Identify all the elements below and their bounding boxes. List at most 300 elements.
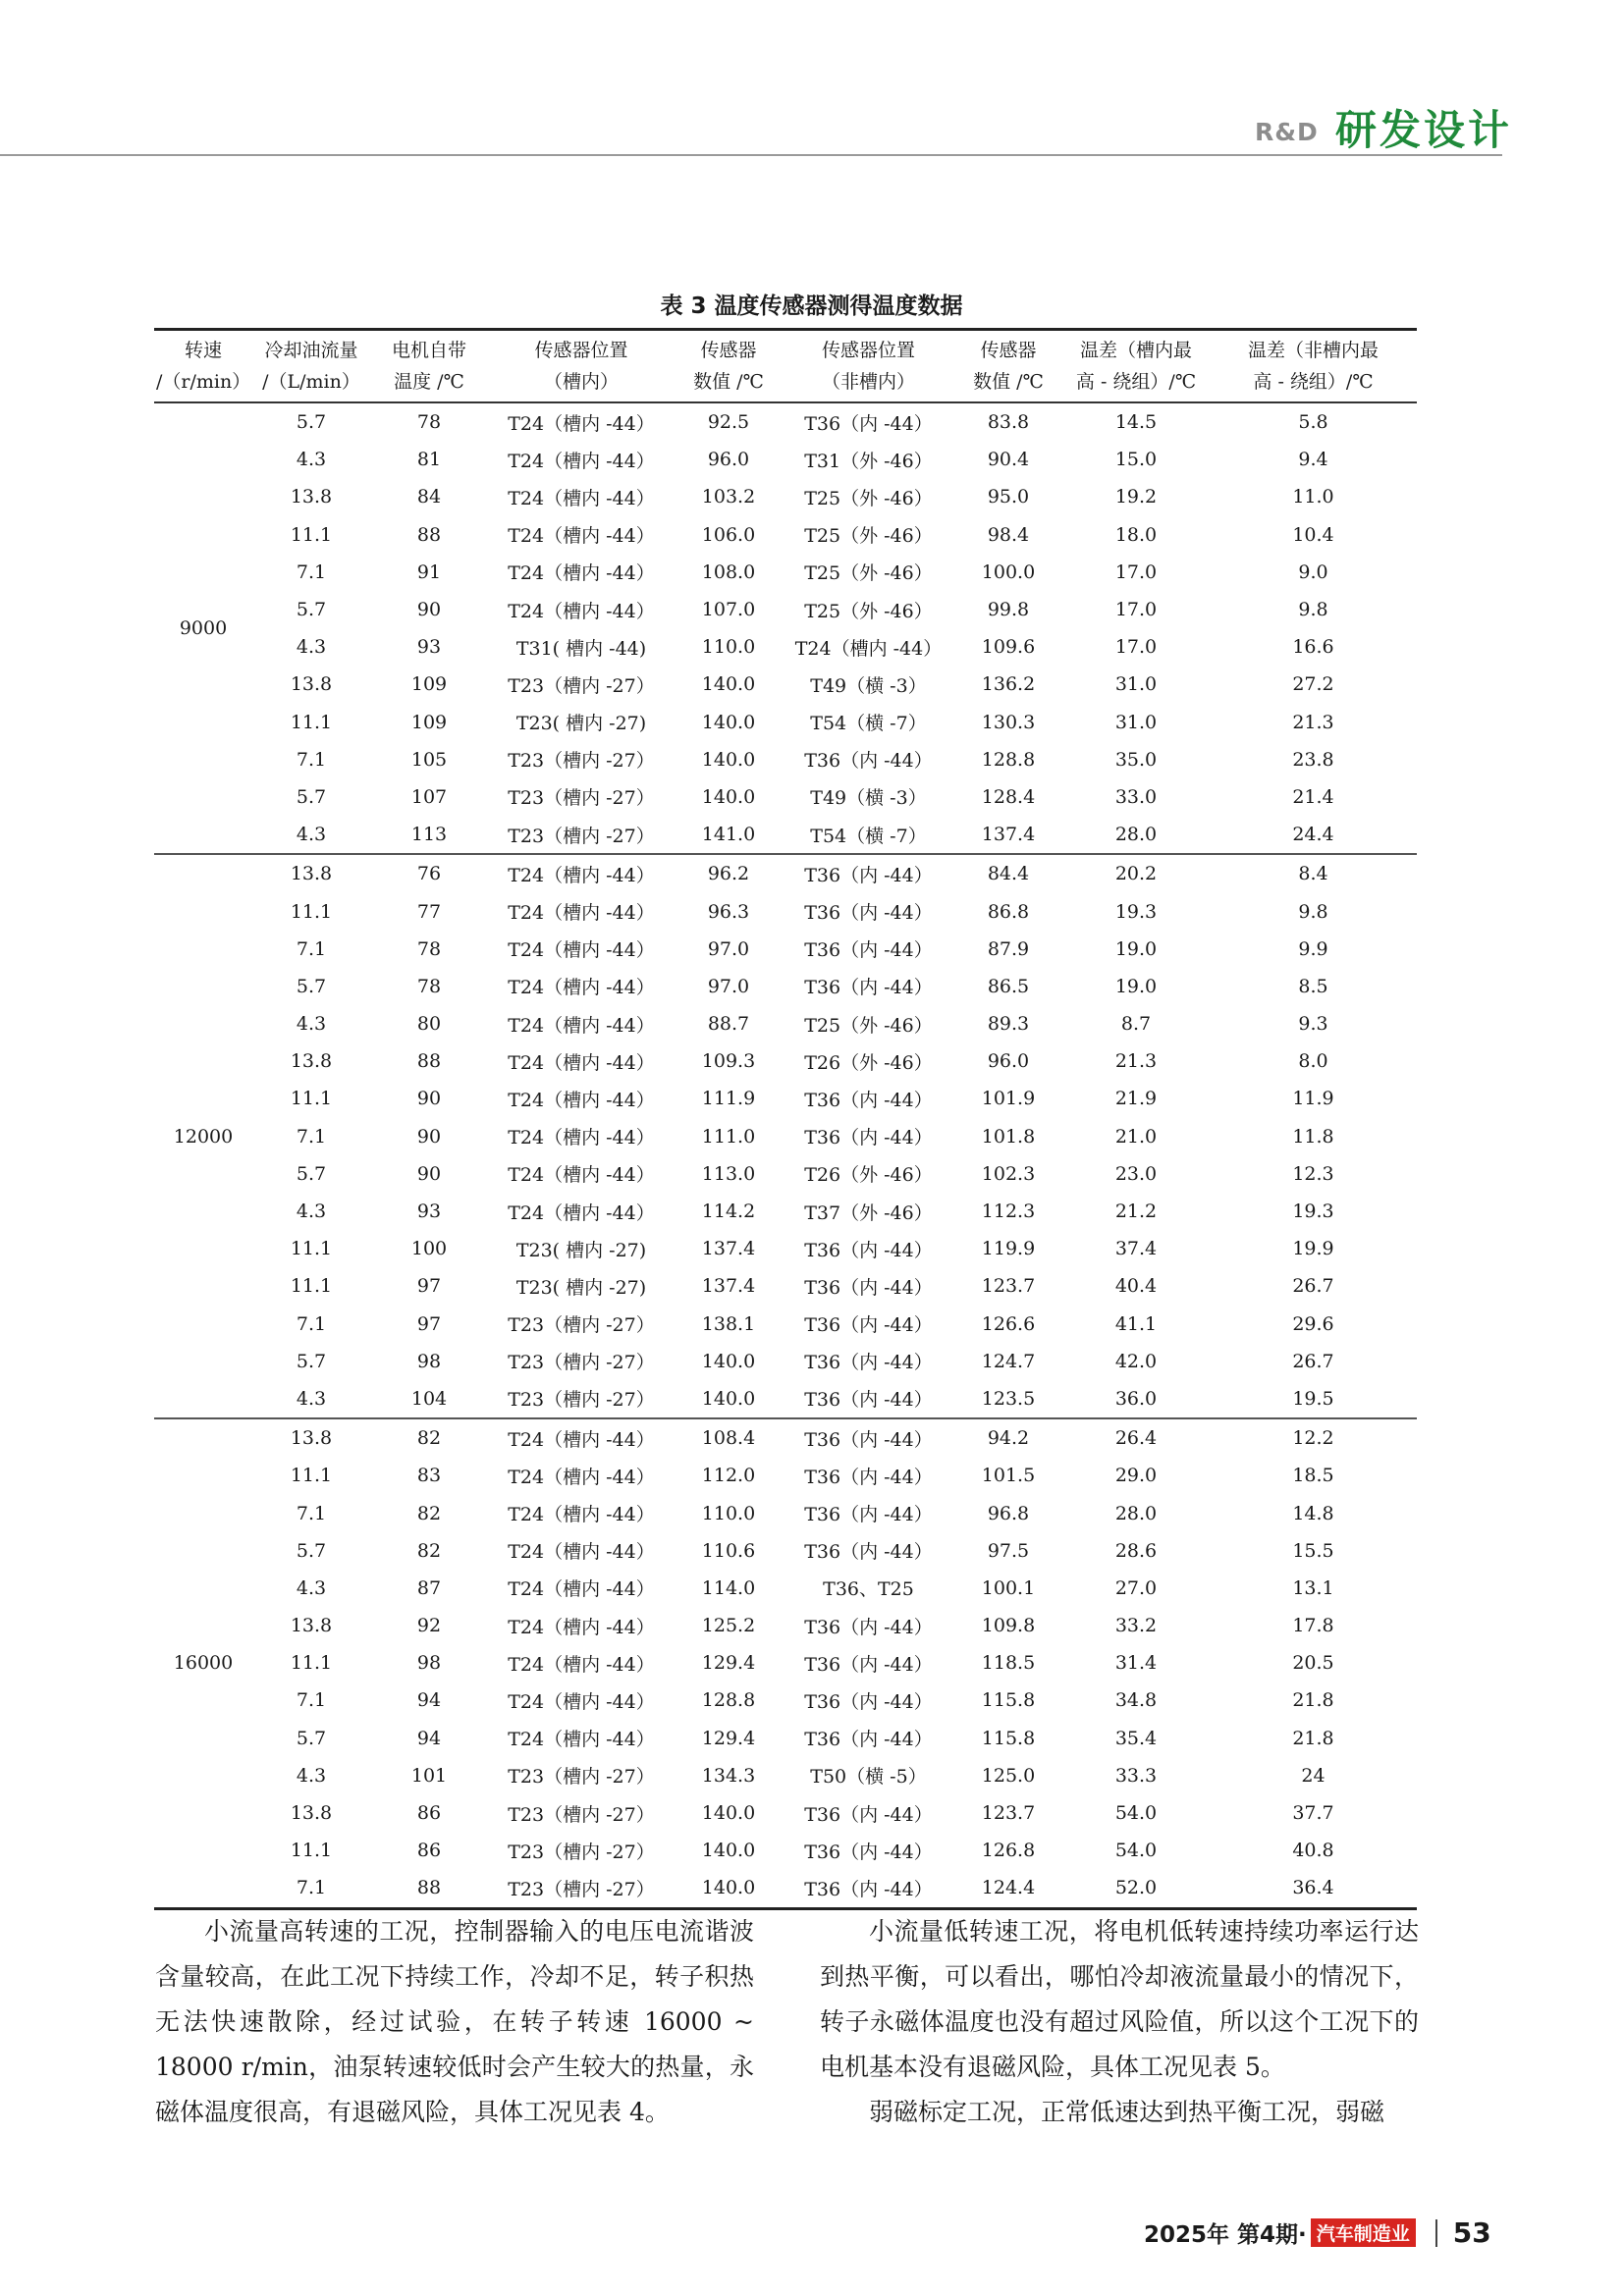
table-cell: 100 (410, 1238, 448, 1260)
table-cell: 110.0 (701, 1502, 756, 1524)
table-cell: T24（槽内 -44） (794, 637, 943, 660)
table-cell: T24（槽内 -44） (508, 487, 655, 509)
table-cell: 37.4 (1114, 1238, 1158, 1260)
table-cell: T36（内 -44） (804, 1841, 933, 1863)
table-cell: 13.8 (290, 863, 333, 885)
table-cell: 78 (416, 937, 442, 960)
table-cell: T23（槽内 -27） (508, 1803, 655, 1826)
body-text-right (820, 1909, 1419, 2135)
table-cell: 11.1 (290, 1465, 333, 1487)
table-cell: 4.3 (296, 1201, 327, 1223)
table-cell: 28.6 (1114, 1539, 1158, 1562)
table-cell: 123.7 (981, 1275, 1036, 1298)
table-cell: 140.0 (701, 1840, 756, 1862)
table-cell: 115.8 (981, 1727, 1036, 1749)
speed-cell: 12000 (154, 854, 252, 1418)
table-cell: T36（内 -44） (804, 977, 933, 999)
table-cell: 102.3 (981, 1162, 1036, 1185)
table-cell: T23（槽内 -27） (508, 1314, 655, 1337)
table-row (154, 1306, 1417, 1343)
table-cell: T36（内 -44） (804, 902, 933, 925)
table-row (154, 1644, 1417, 1682)
table-cell: T24（槽内 -44） (508, 977, 655, 999)
table-row (154, 1757, 1417, 1794)
table-cell: 36.0 (1062, 1380, 1210, 1418)
table-title: 表 3 温度传感器测得温度数据 (660, 294, 963, 319)
table-cell: 17.0 (1114, 636, 1158, 659)
table-cell: 86.5 (987, 975, 1030, 997)
column-header-line1: 电机自带 (391, 340, 466, 361)
column-header-line2: /（L/min） (252, 366, 370, 402)
column-header-line2: （非槽内） (783, 366, 954, 402)
table-cell: 123.7 (981, 1802, 1036, 1825)
table-cell: 94.2 (987, 1427, 1030, 1450)
table-cell: 94 (416, 1727, 442, 1749)
table-row (154, 1193, 1417, 1230)
table-cell: 91 (416, 561, 442, 583)
table-cell: 11.1 (290, 1238, 333, 1260)
table-cell: 107 (410, 785, 448, 808)
table-cell: 111.0 (701, 1125, 756, 1148)
table-cell: 140.0 (701, 711, 756, 733)
table-row (154, 1494, 1417, 1531)
table-cell: T36（内 -44） (804, 1127, 933, 1149)
header-rule (0, 154, 1502, 156)
table-cell: 110.0 (701, 636, 756, 659)
table-cell: T24（槽内 -44） (508, 939, 655, 962)
column-header-line1: 传感器位置 (534, 340, 628, 361)
table-cell: T36（内 -44） (804, 939, 933, 962)
table-cell: T31（外 -46） (804, 450, 933, 472)
table-cell: T25（外 -46） (804, 562, 933, 585)
table-cell: 11.9 (1292, 1088, 1334, 1110)
table-cell: 34.8 (1114, 1689, 1158, 1712)
table-cell: T23（槽内 -27） (508, 1841, 655, 1863)
table-cell: T24（槽内 -44） (508, 600, 655, 622)
table-cell: 134.3 (701, 1764, 756, 1787)
table-cell: 5.8 (1298, 411, 1328, 434)
table-cell: 11.1 (290, 1652, 333, 1675)
table-row (154, 704, 1417, 741)
table-cell: 31.4 (1114, 1652, 1158, 1675)
table-cell: 76 (416, 863, 442, 885)
table-cell: 119.9 (981, 1238, 1036, 1260)
table-row (154, 1118, 1417, 1155)
table-cell: 113 (370, 816, 488, 854)
table-cell: 118.5 (981, 1652, 1036, 1675)
table-cell: 101.5 (981, 1465, 1036, 1487)
table-row (154, 854, 1417, 892)
table-cell: 88 (370, 1869, 488, 1908)
table-cell: 19.0 (1114, 937, 1158, 960)
table-cell: 9.8 (1298, 599, 1328, 621)
table-cell: 4.3 (296, 1576, 327, 1599)
table-cell: 17.0 (1114, 561, 1158, 583)
table-cell: 12.2 (1292, 1427, 1334, 1450)
table-cell: T36（内 -44） (804, 1428, 933, 1451)
table-cell: 19.5 (1210, 1380, 1417, 1418)
table-cell: 41.1 (1114, 1312, 1158, 1335)
table-cell: T25（外 -46） (804, 525, 933, 548)
table-row (154, 1532, 1417, 1570)
table-cell: 5.7 (296, 599, 327, 621)
table-cell: T23（槽内 -27） (488, 1869, 675, 1908)
column-header-line2: 数值 /℃ (954, 366, 1062, 402)
table-cell: T24（槽内 -44） (508, 1541, 655, 1564)
table-cell: 4.3 (296, 636, 327, 659)
table-cell: T36（内 -44） (804, 1653, 933, 1676)
table-cell: 138.1 (701, 1312, 756, 1335)
table-cell: 128.8 (981, 748, 1036, 771)
table-cell: 86 (416, 1840, 442, 1862)
table-cell: 18.0 (1114, 523, 1158, 546)
table-cell: 13.8 (290, 1615, 333, 1637)
column-header-line2: 高 - 绕组）/℃ (1210, 366, 1417, 402)
table-cell: 15.5 (1292, 1539, 1334, 1562)
table-cell: T24（槽内 -44） (508, 902, 655, 925)
table-cell: 13.1 (1292, 1576, 1334, 1599)
table-cell: 123.5 (954, 1380, 1062, 1418)
speed-cell: 16000 (154, 1418, 252, 1908)
table-cell: 33.3 (1114, 1764, 1158, 1787)
table-cell: 40.4 (1114, 1275, 1158, 1298)
table-cell: T24（槽内 -44） (508, 1089, 655, 1111)
table-row (154, 554, 1417, 591)
table-cell: 42.0 (1114, 1350, 1158, 1372)
table-cell: 90 (416, 599, 442, 621)
table-cell: 97.0 (707, 937, 750, 960)
table-cell: 140.0 (675, 1869, 783, 1908)
table-cell: 4.3 (296, 1764, 327, 1787)
table-cell: 37.7 (1292, 1802, 1334, 1825)
table-cell: 13.8 (290, 1802, 333, 1825)
table-cell: 140.0 (701, 673, 756, 696)
table-cell: 9.0 (1298, 561, 1328, 583)
table-cell: 11.1 (290, 1088, 333, 1110)
table-cell: 29.0 (1114, 1465, 1158, 1487)
table-row (154, 591, 1417, 628)
table-cell: 27.2 (1292, 673, 1334, 696)
table-cell: 96.3 (707, 900, 750, 923)
body-text-left (155, 1909, 754, 2135)
section-label-cn: 研发设计 (1335, 106, 1513, 154)
table-cell: 31.0 (1114, 673, 1158, 696)
table-cell: 105 (410, 748, 448, 771)
table-cell: 137.4 (701, 1238, 756, 1260)
table-cell: T54（横 -7） (783, 816, 954, 854)
table-cell: 7.1 (296, 937, 327, 960)
table-cell: 8.0 (1298, 1050, 1328, 1073)
table-cell: 140.0 (701, 785, 756, 808)
table-cell: T24（槽内 -44） (508, 1504, 655, 1526)
table-row (154, 816, 1417, 854)
table-cell: 5.7 (296, 975, 327, 997)
table-row (154, 1794, 1417, 1832)
table-cell: T23（槽内 -27） (508, 674, 655, 697)
table-cell: T23（槽内 -27） (488, 1380, 675, 1418)
table-cell: 21.4 (1292, 785, 1334, 808)
magazine-logo: 汽车制造业 (1311, 2218, 1416, 2247)
table-cell: 93 (416, 636, 442, 659)
column-header-line1: 温差（非槽内最 (1247, 340, 1379, 361)
table-row (154, 1720, 1417, 1757)
table-row (154, 1570, 1417, 1607)
table-cell: 128.4 (981, 785, 1036, 808)
table-cell: 7.1 (296, 1312, 327, 1335)
table-cell: 21.3 (1114, 1050, 1158, 1073)
table-cell: 5.7 (296, 411, 327, 434)
table-cell: 19.0 (1114, 975, 1158, 997)
table-row (154, 892, 1417, 930)
table-cell: T36（内 -44） (804, 1803, 933, 1826)
table-cell: 140.0 (701, 1350, 756, 1372)
table-cell: 31.0 (1114, 711, 1158, 733)
table-row (154, 666, 1417, 703)
table-cell: 11.1 (290, 523, 333, 546)
table-cell: 82 (416, 1427, 442, 1450)
table-cell: T24（槽内 -44） (508, 1428, 655, 1451)
table-cell: T25（外 -46） (804, 600, 933, 622)
table-row (154, 1418, 1417, 1457)
table-cell: 124.4 (954, 1869, 1062, 1908)
column-header-line2: 高 - 绕组）/℃ (1062, 366, 1210, 402)
table-row (154, 1832, 1417, 1869)
table-cell: 8.5 (1298, 975, 1328, 997)
table-row (154, 778, 1417, 816)
table-cell: 23.0 (1114, 1162, 1158, 1185)
table-cell: 140.0 (701, 1802, 756, 1825)
table-cell: 17.0 (1114, 599, 1158, 621)
table-cell: 35.4 (1114, 1727, 1158, 1749)
table-cell: 8.4 (1298, 863, 1328, 885)
table-cell: 24 (1301, 1764, 1325, 1787)
table-cell: 128.8 (701, 1689, 756, 1712)
table-cell: 11.1 (290, 1840, 333, 1862)
table-cell: T24（槽内 -44） (508, 1014, 655, 1037)
table-cell: T23（槽内 -27） (488, 816, 675, 854)
table-cell: T24（槽内 -44） (508, 1164, 655, 1187)
table-cell: 13.8 (290, 1427, 333, 1450)
table-cell: 81 (416, 449, 442, 471)
table-cell: 36.4 (1210, 1869, 1417, 1908)
page-number: 53 (1452, 2216, 1491, 2249)
table-body (154, 402, 1417, 1908)
table-cell: 26.7 (1292, 1350, 1334, 1372)
table-cell: 82 (416, 1502, 442, 1524)
table-cell: 88.7 (707, 1013, 750, 1036)
table-cell: 126.8 (981, 1840, 1036, 1862)
table-cell: T37（外 -46） (804, 1201, 933, 1224)
table-cell: 4.3 (252, 1380, 370, 1418)
column-header-line2: （槽内） (488, 366, 675, 402)
table-cell: 11.1 (290, 900, 333, 923)
table-cell: 82 (416, 1539, 442, 1562)
table-cell: 19.3 (1292, 1201, 1334, 1223)
column-header-line2: 温度 /℃ (370, 366, 488, 402)
table-cell: 101.9 (981, 1088, 1036, 1110)
table-cell: T36（内 -44） (804, 1616, 933, 1638)
table-cell: 101 (410, 1764, 448, 1787)
table-row (154, 516, 1417, 554)
body-paragraph: 小流量低转速工况，将电机低转速持续功率运行达到热平衡，可以看出，哪怕冷却液流量最小的情况下，转子永磁体温度也没有超过风险值，所以这个工况下的电机基本没有退磁风险，具体工况见表 5。 (820, 1917, 1419, 2081)
table-cell: 4.3 (296, 1013, 327, 1036)
column-header-line1: 温差（槽内最 (1079, 340, 1192, 361)
table-cell: 14.8 (1292, 1502, 1334, 1524)
table-cell: 97.0 (707, 975, 750, 997)
table-cell: 21.9 (1114, 1088, 1158, 1110)
table-row (154, 402, 1417, 441)
table-cell: T23（槽内 -27） (508, 1766, 655, 1789)
table-cell: 113.0 (701, 1162, 756, 1185)
table-cell: 8.7 (1120, 1013, 1152, 1036)
table-cell: T26（外 -46） (804, 1051, 933, 1074)
table-cell: 28.0 (1114, 1502, 1158, 1524)
table-cell: 88 (416, 523, 442, 546)
table-row (154, 1155, 1417, 1193)
table-row (154, 1869, 1417, 1908)
table-row (154, 1682, 1417, 1719)
table-cell: 94 (416, 1689, 442, 1712)
table-cell: T36（内 -44） (804, 1541, 933, 1564)
table-cell: 11.8 (1292, 1125, 1334, 1148)
table-cell: 20.5 (1292, 1652, 1334, 1675)
table-cell: 107.0 (701, 599, 756, 621)
table-cell: T26（外 -46） (804, 1164, 933, 1187)
table-cell: 98 (416, 1652, 442, 1675)
table-cell: 124.7 (981, 1350, 1036, 1372)
table-cell: 112.0 (701, 1465, 756, 1487)
table-cell: 52.0 (1062, 1869, 1210, 1908)
table-cell: 99.8 (987, 599, 1030, 621)
table-cell: 19.2 (1114, 486, 1158, 508)
table-row (154, 1380, 1417, 1418)
column-header-line1: 转速 (184, 340, 222, 361)
table-cell: 40.8 (1292, 1840, 1334, 1862)
section-label-en: R&D (1255, 118, 1319, 146)
table-cell: T23（槽内 -27） (508, 750, 655, 773)
table-cell: 13.8 (290, 1050, 333, 1073)
footer-divider (1435, 2219, 1437, 2247)
table-cell: 7.1 (296, 1502, 327, 1524)
table-cell: 97 (416, 1312, 442, 1335)
table-cell: 7.1 (252, 1869, 370, 1908)
table-cell: T24（槽内 -44） (508, 525, 655, 548)
table-cell: T24（槽内 -44） (508, 1616, 655, 1638)
table-cell: 109.3 (701, 1050, 756, 1073)
table-cell: 136.2 (981, 673, 1036, 696)
table-cell: 54.0 (1114, 1802, 1158, 1825)
table-cell: T24（槽内 -44） (508, 1201, 655, 1224)
table-cell: T49（横 -3） (810, 674, 927, 697)
table-cell: 86.8 (987, 900, 1030, 923)
table-row (154, 1343, 1417, 1380)
table-cell: 5.7 (296, 1350, 327, 1372)
table-row (154, 1080, 1417, 1117)
table-cell: T24（槽内 -44） (508, 1690, 655, 1713)
table-row (154, 741, 1417, 778)
table-cell: 126.6 (981, 1312, 1036, 1335)
table-row (154, 1267, 1417, 1305)
table-cell: T36、T25 (823, 1578, 914, 1601)
table-cell: 17.8 (1292, 1615, 1334, 1637)
table-cell: 96.0 (987, 1050, 1030, 1073)
table-cell: 141.0 (675, 816, 783, 854)
table-cell: 24.4 (1210, 816, 1417, 854)
table-cell: 9.8 (1298, 900, 1328, 923)
table-cell: 21.8 (1292, 1689, 1334, 1712)
table-header (154, 330, 1417, 403)
table-cell: 115.8 (981, 1689, 1036, 1712)
table-cell: 11.1 (290, 711, 333, 733)
table-cell: 5.7 (296, 1727, 327, 1749)
table-cell: 87 (416, 1576, 442, 1599)
table-cell: T23( 槽内 -27) (515, 713, 647, 735)
table-cell: 111.9 (701, 1088, 756, 1110)
table-cell: T24（槽内 -44） (508, 450, 655, 472)
column-header-line2: /（r/min） (154, 366, 252, 402)
table-cell: 13.8 (290, 486, 333, 508)
column-header-line1: 传感器位置 (821, 340, 915, 361)
table-row (154, 1457, 1417, 1494)
table-cell: 80 (416, 1013, 442, 1036)
table-cell: T50（横 -5） (810, 1766, 927, 1789)
table-cell: 101.8 (981, 1125, 1036, 1148)
table-cell: 125.2 (701, 1615, 756, 1637)
table-cell: 125.0 (981, 1764, 1036, 1787)
table-cell: 23.8 (1292, 748, 1334, 771)
body-paragraph: 小流量高转速的工况，控制器输入的电压电流谐波含量较高，在此工况下持续工作，冷却不足，转子积热无法快速散除，经过试验，在转子转速 16000 ~ 18000 r/min，油泵转速较低时会产生较大的热量，永磁体温度很高，有退磁风险，具体工况见表 4。 (155, 1917, 754, 2126)
table-cell: 54.0 (1114, 1840, 1158, 1862)
table-cell: 90 (416, 1088, 442, 1110)
table-cell: T24（槽内 -44） (508, 1051, 655, 1074)
table-cell: 86 (416, 1802, 442, 1825)
table-cell: 108.4 (701, 1427, 756, 1450)
table-cell: 92 (416, 1615, 442, 1637)
table-cell: 12.3 (1292, 1162, 1334, 1185)
table-row (154, 1230, 1417, 1267)
table-cell: T36（内 -44） (804, 412, 933, 435)
column-header-line2: 数值 /℃ (675, 366, 783, 402)
table-cell: 96.8 (987, 1502, 1030, 1524)
table-cell: T36（内 -44） (804, 1504, 933, 1526)
table-cell: 112.3 (981, 1201, 1036, 1223)
speed-cell: 9000 (154, 402, 252, 854)
table-cell: 110.6 (701, 1539, 756, 1562)
table-cell: 84 (416, 486, 442, 508)
table-cell: T24（槽内 -44） (508, 864, 655, 886)
table-cell: 78 (416, 411, 442, 434)
table-cell: T24（槽内 -44） (508, 1729, 655, 1751)
table-row (154, 931, 1417, 968)
table-cell: 97 (416, 1275, 442, 1298)
table-cell: 33.2 (1114, 1615, 1158, 1637)
table-cell: 88 (416, 1050, 442, 1073)
table-cell: 109 (410, 711, 448, 733)
table-cell: 140.0 (675, 1380, 783, 1418)
table-row (154, 628, 1417, 666)
table-cell: T24（槽内 -44） (508, 562, 655, 585)
table-cell: 129.4 (701, 1652, 756, 1675)
table-cell: 100.0 (981, 561, 1036, 583)
table-cell: 114.0 (701, 1576, 756, 1599)
table-cell: 137.4 (954, 816, 1062, 854)
table-cell: T36（内 -44） (804, 1690, 933, 1713)
table-cell: T36（内 -44） (804, 750, 933, 773)
table-cell: 21.3 (1292, 711, 1334, 733)
table-row (154, 968, 1417, 1005)
table-cell: T36（内 -44） (804, 1352, 933, 1374)
table-cell: 92.5 (707, 411, 750, 434)
